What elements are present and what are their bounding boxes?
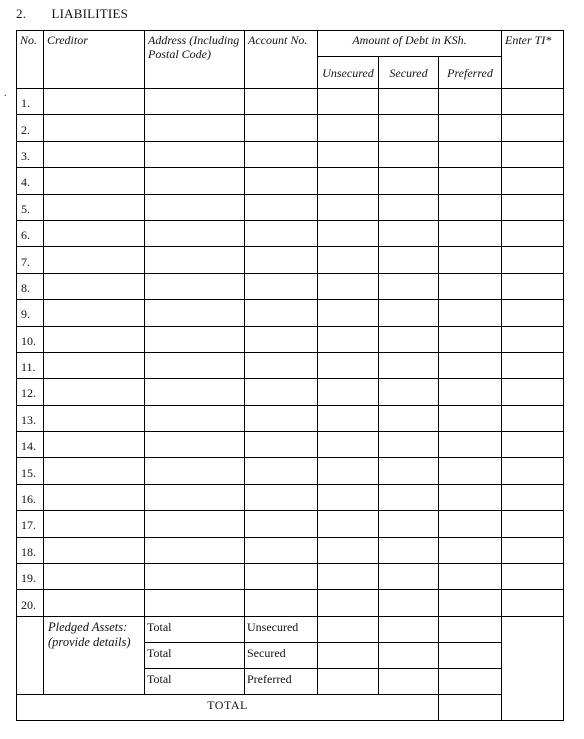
address-cell[interactable]: [145, 484, 245, 510]
unsecured-cell[interactable]: [318, 405, 379, 431]
address-cell[interactable]: [145, 326, 245, 352]
enter-ti-cell[interactable]: [502, 458, 564, 484]
row-number: 6.: [17, 220, 44, 246]
pledged-total-label: Total: [145, 616, 245, 642]
pledged-no-cell: [17, 616, 44, 694]
secured-cell[interactable]: [379, 247, 439, 273]
table-row: [17, 89, 564, 115]
row-number: 17.: [17, 511, 44, 537]
enter-ti-cell[interactable]: [502, 484, 564, 510]
row-number: 7.: [17, 247, 44, 273]
section-number: 2.: [16, 6, 27, 21]
table-row: [17, 564, 564, 590]
address-cell[interactable]: [145, 115, 245, 141]
table-row: [17, 432, 564, 458]
creditor-cell[interactable]: [44, 115, 145, 141]
account-no-cell[interactable]: [245, 220, 318, 246]
enter-ti-cell[interactable]: [502, 89, 564, 115]
account-no-cell[interactable]: [245, 141, 318, 167]
secured-cell[interactable]: [379, 484, 439, 510]
preferred-cell[interactable]: [439, 352, 502, 378]
enter-ti-cell[interactable]: [502, 537, 564, 563]
unsecured-cell[interactable]: [318, 511, 379, 537]
creditor-cell[interactable]: [44, 220, 145, 246]
enter-ti-cell[interactable]: [502, 405, 564, 431]
secured-cell[interactable]: [379, 537, 439, 563]
preferred-cell[interactable]: [439, 458, 502, 484]
pledged-secured-cell[interactable]: [379, 616, 439, 642]
address-cell[interactable]: [145, 564, 245, 590]
row-number: 15.: [17, 458, 44, 484]
table-row: [17, 379, 564, 405]
enter-ti-cell[interactable]: [502, 352, 564, 378]
enter-ti-cell[interactable]: [502, 379, 564, 405]
unsecured-cell[interactable]: [318, 300, 379, 326]
row-number: 20.: [17, 590, 44, 616]
preferred-cell[interactable]: [439, 141, 502, 167]
address-cell[interactable]: [145, 405, 245, 431]
creditor-cell[interactable]: [44, 273, 145, 299]
table-row: [17, 220, 564, 246]
address-cell[interactable]: [145, 194, 245, 220]
account-no-cell[interactable]: [245, 89, 318, 115]
creditor-cell[interactable]: [44, 247, 145, 273]
pledged-type-label: Secured: [245, 642, 318, 668]
stray-mark: .: [4, 88, 7, 99]
account-no-cell[interactable]: [245, 484, 318, 510]
enter-ti-cell[interactable]: [502, 141, 564, 167]
creditor-cell[interactable]: [44, 458, 145, 484]
row-number: 10.: [17, 326, 44, 352]
account-no-cell[interactable]: [245, 273, 318, 299]
address-cell[interactable]: [145, 247, 245, 273]
preferred-cell[interactable]: [439, 115, 502, 141]
table-row: [17, 458, 564, 484]
creditor-cell[interactable]: [44, 484, 145, 510]
secured-cell[interactable]: [379, 115, 439, 141]
enter-ti-total-cell[interactable]: [502, 616, 564, 720]
preferred-cell[interactable]: [439, 247, 502, 273]
address-cell[interactable]: [145, 300, 245, 326]
address-cell[interactable]: [145, 458, 245, 484]
address-cell[interactable]: [145, 590, 245, 616]
secured-cell[interactable]: [379, 89, 439, 115]
enter-ti-cell[interactable]: [502, 300, 564, 326]
enter-ti-cell[interactable]: [502, 273, 564, 299]
secured-cell[interactable]: [379, 379, 439, 405]
creditor-cell[interactable]: [44, 405, 145, 431]
creditor-cell[interactable]: [44, 564, 145, 590]
account-no-cell[interactable]: [245, 511, 318, 537]
table-row: [17, 168, 564, 194]
unsecured-cell[interactable]: [318, 379, 379, 405]
unsecured-cell[interactable]: [318, 458, 379, 484]
creditor-cell[interactable]: [44, 89, 145, 115]
unsecured-cell[interactable]: [318, 432, 379, 458]
pledged-unsecured-cell[interactable]: [318, 642, 379, 668]
preferred-cell[interactable]: [439, 273, 502, 299]
creditor-cell[interactable]: [44, 141, 145, 167]
secured-cell[interactable]: [379, 458, 439, 484]
account-no-cell[interactable]: [245, 432, 318, 458]
account-no-cell[interactable]: [245, 379, 318, 405]
unsecured-cell[interactable]: [318, 141, 379, 167]
enter-ti-cell[interactable]: [502, 115, 564, 141]
creditor-cell[interactable]: [44, 537, 145, 563]
row-number: 8.: [17, 273, 44, 299]
preferred-cell[interactable]: [439, 326, 502, 352]
table-row: [17, 300, 564, 326]
unsecured-cell[interactable]: [318, 115, 379, 141]
secured-cell[interactable]: [379, 300, 439, 326]
secured-cell[interactable]: [379, 432, 439, 458]
header-unsecured: Unsecured: [318, 57, 379, 89]
table-row: [17, 141, 564, 167]
account-no-cell[interactable]: [245, 300, 318, 326]
secured-cell[interactable]: [379, 352, 439, 378]
address-cell[interactable]: [145, 220, 245, 246]
account-no-cell[interactable]: [245, 194, 318, 220]
row-number: 16.: [17, 484, 44, 510]
unsecured-cell[interactable]: [318, 168, 379, 194]
table-row: [17, 326, 564, 352]
table-row: [17, 484, 564, 510]
row-number: 5.: [17, 194, 44, 220]
preferred-cell[interactable]: [439, 432, 502, 458]
liabilities-table: [16, 30, 564, 721]
unsecured-cell[interactable]: [318, 352, 379, 378]
enter-ti-cell[interactable]: [502, 194, 564, 220]
pledged-assets-section: [17, 616, 564, 720]
row-number: 14.: [17, 432, 44, 458]
preferred-cell[interactable]: [439, 590, 502, 616]
address-cell[interactable]: [145, 168, 245, 194]
unsecured-cell[interactable]: [318, 89, 379, 115]
preferred-cell[interactable]: [439, 405, 502, 431]
account-no-cell[interactable]: [245, 564, 318, 590]
preferred-cell[interactable]: [439, 484, 502, 510]
enter-ti-cell[interactable]: [502, 564, 564, 590]
table-row: [17, 247, 564, 273]
pledged-type-label: Preferred: [245, 668, 318, 694]
pledged-total-label: Total: [145, 668, 245, 694]
creditor-cell[interactable]: [44, 590, 145, 616]
address-cell[interactable]: [145, 89, 245, 115]
pledged-preferred-cell[interactable]: [439, 616, 502, 642]
row-number: 19.: [17, 564, 44, 590]
header-account-no: Account No.: [245, 31, 318, 89]
address-cell[interactable]: [145, 379, 245, 405]
pledged-secured-cell[interactable]: [379, 642, 439, 668]
address-cell[interactable]: [145, 273, 245, 299]
pledged-preferred-cell[interactable]: [439, 668, 502, 694]
enter-ti-cell[interactable]: [502, 326, 564, 352]
pledged-unsecured-cell[interactable]: [318, 616, 379, 642]
total-label: TOTAL: [17, 694, 439, 720]
creditor-cell[interactable]: [44, 511, 145, 537]
header-secured: Secured: [379, 57, 439, 89]
row-number: 11.: [17, 352, 44, 378]
enter-ti-cell[interactable]: [502, 247, 564, 273]
table-row: [17, 590, 564, 616]
table-row: [17, 511, 564, 537]
pledged-preferred-cell[interactable]: [439, 642, 502, 668]
unsecured-cell[interactable]: [318, 564, 379, 590]
unsecured-cell[interactable]: [318, 247, 379, 273]
row-number: 1.: [17, 89, 44, 115]
preferred-cell[interactable]: [439, 564, 502, 590]
header-creditor: Creditor: [44, 31, 145, 89]
secured-cell[interactable]: [379, 564, 439, 590]
address-cell[interactable]: [145, 537, 245, 563]
preferred-cell[interactable]: [439, 168, 502, 194]
account-no-cell[interactable]: [245, 168, 318, 194]
total-value-cell[interactable]: [439, 694, 502, 720]
unsecured-cell[interactable]: [318, 194, 379, 220]
row-number: 18.: [17, 537, 44, 563]
row-number: 13.: [17, 405, 44, 431]
secured-cell[interactable]: [379, 590, 439, 616]
table-row: [17, 537, 564, 563]
creditor-cell[interactable]: [44, 432, 145, 458]
account-no-cell[interactable]: [245, 537, 318, 563]
secured-cell[interactable]: [379, 273, 439, 299]
pledged-type-label: Unsecured: [245, 616, 318, 642]
header-enter-ti: Enter TI*: [502, 31, 564, 89]
account-no-cell[interactable]: [245, 352, 318, 378]
account-no-cell[interactable]: [245, 115, 318, 141]
header-amount-of-debt: Amount of Debt in KSh.: [318, 31, 502, 57]
account-no-cell[interactable]: [245, 458, 318, 484]
row-number: 12.: [17, 379, 44, 405]
enter-ti-cell[interactable]: [502, 590, 564, 616]
secured-cell[interactable]: [379, 220, 439, 246]
unsecured-cell[interactable]: [318, 590, 379, 616]
header-no: No.: [17, 31, 44, 89]
table-row: [17, 405, 564, 431]
creditor-cell[interactable]: [44, 194, 145, 220]
preferred-cell[interactable]: [439, 300, 502, 326]
unsecured-cell[interactable]: [318, 273, 379, 299]
creditor-cell[interactable]: [44, 300, 145, 326]
table-row: [17, 194, 564, 220]
creditor-cell[interactable]: [44, 379, 145, 405]
row-number: 3.: [17, 141, 44, 167]
unsecured-cell[interactable]: [318, 326, 379, 352]
section-title: LIABILITIES: [51, 6, 129, 21]
section-heading: [16, 6, 128, 22]
table-row: [17, 352, 564, 378]
creditor-rows: [17, 89, 564, 617]
account-no-cell[interactable]: [245, 247, 318, 273]
preferred-cell[interactable]: [439, 379, 502, 405]
creditor-cell[interactable]: [44, 326, 145, 352]
header-address: Address (Including Postal Code): [145, 31, 245, 89]
secured-cell[interactable]: [379, 141, 439, 167]
preferred-cell[interactable]: [439, 89, 502, 115]
row-number: 9.: [17, 300, 44, 326]
preferred-cell[interactable]: [439, 220, 502, 246]
enter-ti-cell[interactable]: [502, 220, 564, 246]
unsecured-cell[interactable]: [318, 220, 379, 246]
header-preferred: Preferred: [439, 57, 502, 89]
row-number: 4.: [17, 168, 44, 194]
pledged-total-label: Total: [145, 642, 245, 668]
secured-cell[interactable]: [379, 194, 439, 220]
table-row: [17, 273, 564, 299]
table-row: [17, 115, 564, 141]
preferred-cell[interactable]: [439, 194, 502, 220]
unsecured-cell[interactable]: [318, 537, 379, 563]
enter-ti-cell[interactable]: [502, 432, 564, 458]
account-no-cell[interactable]: [245, 590, 318, 616]
secured-cell[interactable]: [379, 511, 439, 537]
creditor-cell[interactable]: [44, 352, 145, 378]
row-number: 2.: [17, 115, 44, 141]
address-cell[interactable]: [145, 141, 245, 167]
pledged-secured-cell[interactable]: [379, 668, 439, 694]
preferred-cell[interactable]: [439, 537, 502, 563]
address-cell[interactable]: [145, 352, 245, 378]
enter-ti-cell[interactable]: [502, 511, 564, 537]
pledged-assets-label: Pledged Assets: (provide details): [44, 616, 145, 694]
secured-cell[interactable]: [379, 405, 439, 431]
pledged-unsecured-cell[interactable]: [318, 668, 379, 694]
account-no-cell[interactable]: [245, 405, 318, 431]
address-cell[interactable]: [145, 432, 245, 458]
unsecured-cell[interactable]: [318, 484, 379, 510]
secured-cell[interactable]: [379, 326, 439, 352]
account-no-cell[interactable]: [245, 326, 318, 352]
preferred-cell[interactable]: [439, 511, 502, 537]
address-cell[interactable]: [145, 511, 245, 537]
creditor-cell[interactable]: [44, 168, 145, 194]
secured-cell[interactable]: [379, 168, 439, 194]
enter-ti-cell[interactable]: [502, 168, 564, 194]
